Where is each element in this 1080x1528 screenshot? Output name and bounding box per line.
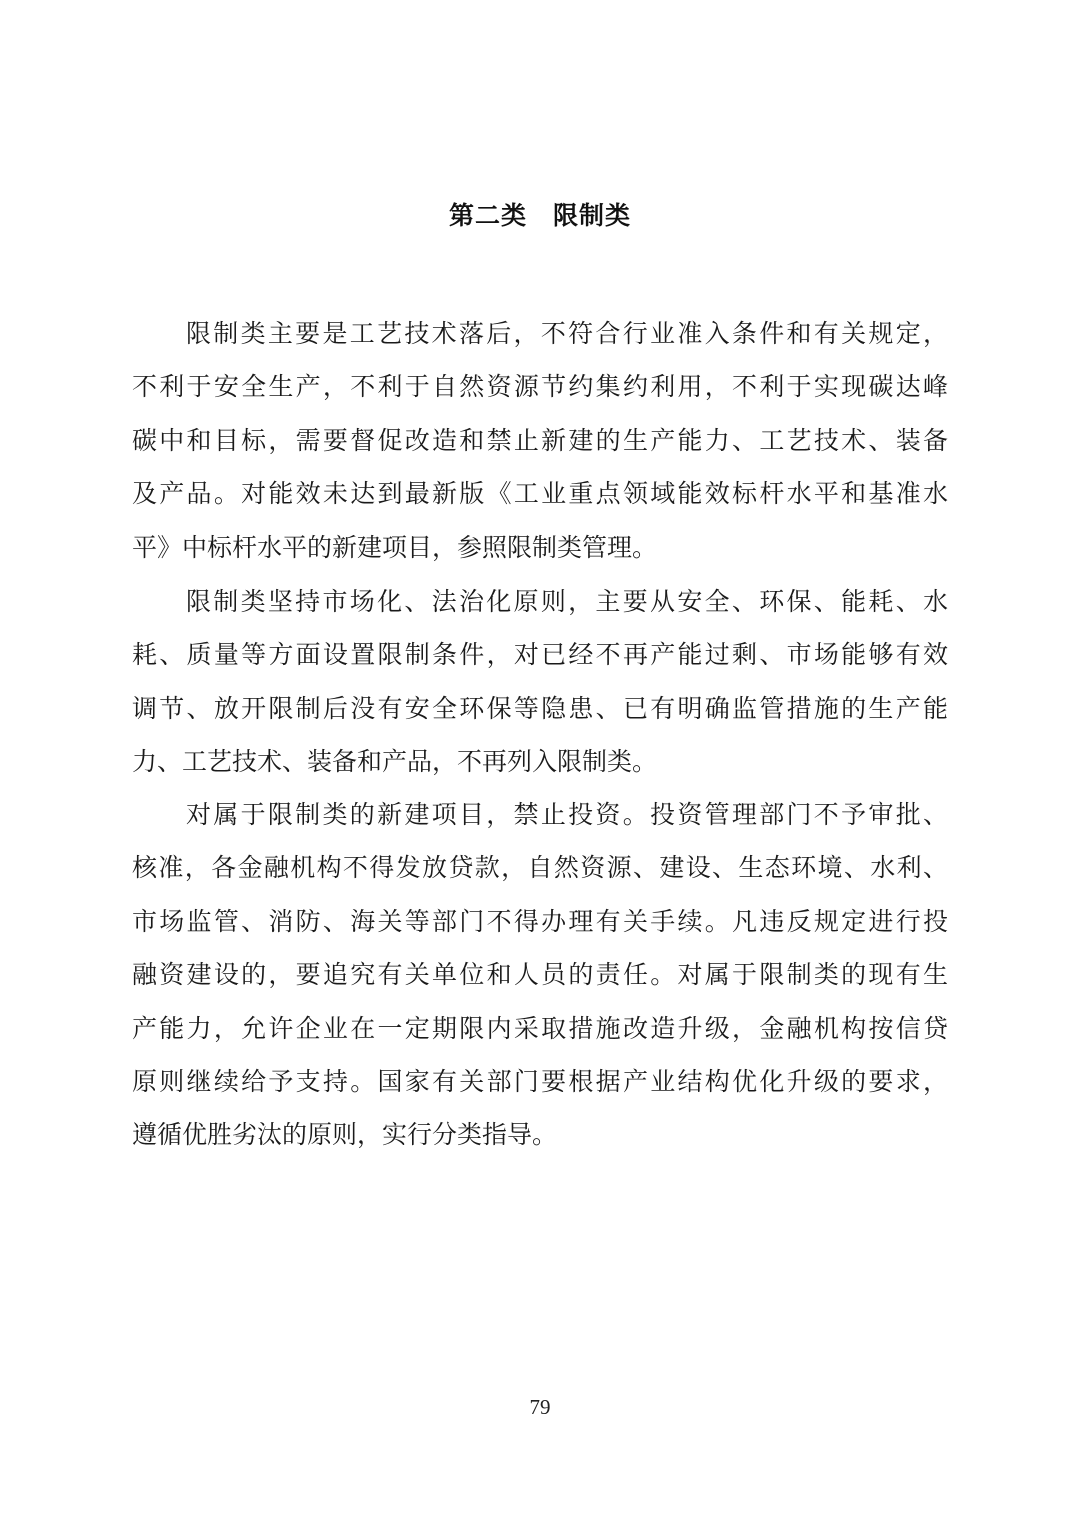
paragraph-line: 融资建设的，要追究有关单位和人员的责任。对属于限制类的现有生: [132, 960, 948, 990]
section-title: 第二类 限制类: [448, 201, 631, 230]
paragraph-line: 遵循优胜劣汰的原则，实行分类指导。: [132, 1120, 558, 1150]
paragraph-line: 不利于安全生产，不利于自然资源节约集约利用，不利于实现碳达峰: [132, 372, 948, 402]
paragraph-line: 调节、放开限制后没有安全环保等隐患、已有明确监管措施的生产能: [132, 693, 948, 723]
paragraph-1: [132, 307, 948, 574]
paragraph-line: 力、工艺技术、装备和产品，不再列入限制类。: [132, 747, 658, 777]
paragraph-line: 及产品。对能效未达到最新版《工业重点领域能效标杆水平和基准水: [132, 479, 948, 509]
paragraph-line: 产能力，允许企业在一定期限内采取措施改造升级，金融机构按信贷: [132, 1013, 948, 1043]
paragraph-line: 耗、质量等方面设置限制条件，对已经不再产能过剩、市场能够有效: [132, 640, 948, 670]
paragraph-line: 平》中标杆水平的新建项目，参照限制类管理。: [132, 532, 658, 562]
paragraph-line: 对属于限制类的新建项目，禁止投资。投资管理部门不予审批、: [186, 800, 948, 829]
page-number: 79: [529, 1395, 551, 1419]
paragraph-line: 限制类主要是工艺技术落后，不符合行业准入条件和有关规定，: [186, 319, 948, 348]
paragraph-line: 原则继续给予支持。国家有关部门要根据产业结构优化升级的要求，: [132, 1066, 948, 1096]
paragraph-line: 碳中和目标，需要督促改造和禁止新建的生产能力、工艺技术、装备: [132, 425, 948, 455]
paragraph-3: [132, 788, 948, 1162]
paragraph-line: 核准，各金融机构不得发放贷款，自然资源、建设、生态环境、水利、: [132, 853, 948, 883]
paragraph-line: 市场监管、消防、海关等部门不得办理有关手续。凡违反规定进行投: [132, 906, 948, 936]
paragraph-line: 限制类坚持市场化、法治化原则，主要从安全、环保、能耗、水: [186, 587, 948, 616]
paragraph-2: [132, 575, 948, 789]
